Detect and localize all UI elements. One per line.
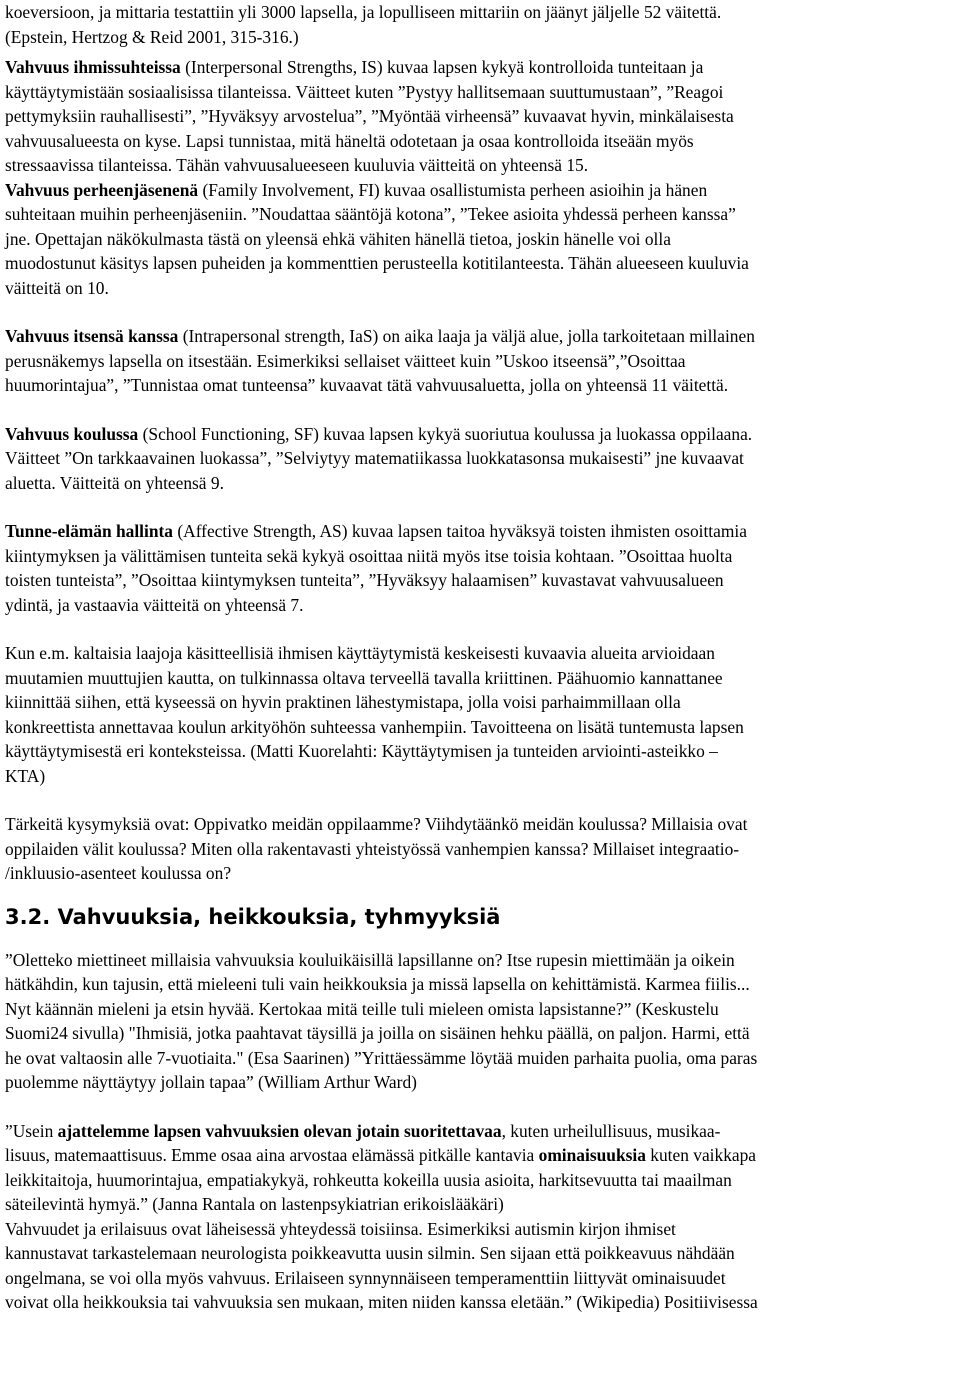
- paragraph-strengths-difference: Vahvuudet ja erilaisuus ovat läheisessä yhteydessä toisiinsa. Esimerkiksi autismin kirjon ihmiset kannustavat tarkastelemaan neurologista poikkeavutta uusin silmin. Sen sijaan että poikkeavuus nähdään ongelmana, se voi olla myös vahvuus. Erilaiseen synnynnäiseen temperamenttiin liittyvät ominaisuudet voivat olla heikkouksia tai vahvuuksia sen mukaan, miten niiden kanssa eletään.” (Wikipedia) Positiivisessa: [5, 1218, 758, 1312]
- paragraph-affective-strength: [5, 519, 960, 617]
- quote-open: ”Usein: [5, 1120, 58, 1141]
- quote-end: kuten vaikkapa leikkitaitoja, huumorintajua, empatiakykyä, rohkeutta kokeilla uusia asioita, harkitsevuutta tai maailman säteilevintä hymyä.” (Janna Rantala on lastenpsykiatrian erikoislääkäri): [5, 1145, 757, 1214]
- term-affective-strength: Tunne-elämän hallinta: [5, 521, 173, 541]
- paragraph-intro: koeversioon, ja mittaria testattiin yli 3000 lapsella, ja lopulliseen mittariin on jäänyt jäljelle 52 väitettä. (Epstein, Hertzog & Reid 2001, 315-316.): [5, 2, 722, 47]
- paragraph-family-involvement-body: (Family Involvement, FI) kuvaa osallistumista perheen asioihin ja hänen suhteitaan muihin perheenjäseniin. ”Noudattaa sääntöjä kotona”, ”Tekee asioita yhdessä perheen kanssa” jne. Opettajan näkökulmasta tästä on yleensä ehkä vähiten hänellä tietoa, joskin hänelle voi olla muodostunut käsitys lapsen puheiden ja kommenttien perusteella kotitilanteesta. Tähän alueeseen kuuluvia väitteitä on 10.: [5, 179, 749, 298]
- paragraph-intrapersonal-strength-body: (Intrapersonal strength, IaS) on aika laaja ja väljä alue, jolla tarkoitetaan millainen perusnäkemys lapsella on itsestään. Esimerkiksi sellaiset väitteet kuin ”Uskoo itseensä”,”Osoittaa huumorintajua”, ”Tunnistaa omat tunteensa” kuvaavat tätä vahvuusaluetta, jolla on yhteensä 11 väitettä.: [5, 326, 755, 395]
- paragraph-intrapersonal-strength: [5, 324, 960, 398]
- section-heading: 3.2. Vahvuuksia, heikkouksia, tyhmyyksiä: [5, 904, 501, 929]
- paragraph-interpersonal-strengths-body: (Interpersonal Strengths, IS) kuvaa lapsen kykyä kontrolloida tunteitaan ja käyttäytymistään sosiaalisissa tilanteissa. Väitteet kuten ”Pystyy hallitsemaan suuttumustaan”, ”Reagoi pettymyksiin rauhallisesti”, ”Hyväksyy arvostelua”, ”Myöntää virheensä” kuvaavat hyvin, minkälaisesta vahvuusalueesta on kyse. Lapsi tunnistaa, mitä häneltä odotetaan ja osaa kontrolloida itseään myös stressaavissa tilanteissa. Tähän vahvuusalueeseen kuuluvia väitteitä on yhteensä 15.: [5, 57, 734, 175]
- document-page: [5, 0, 960, 1315]
- paragraph-quotes: ”Oletteko miettineet millaisia vahvuuksia kouluikäisillä lapsillanne on? Itse rupesin miettimään ja oikein hätkähdin, kun tajusin, että mieleeni tuli vain heikkouksia ja missä lapsella on kehittämistä. Karmea fiilis... Nyt käännän mieleni ja etsin hyvää. Kertokaa mitä teille tuli mieleen omista lapsistanne?” (Keskustelu Suomi24 sivulla) "Ihmisiä, jotka paahtavat täysillä ja joilla on sisäinen hehku päällä, on paljon. Harmi, että he ovat valtaosin alle 7-vuotiaita." (Esa Saarinen) ”Yrittäessämme löytää muiden parhaita puolia, oma paras puolemme näyttäytyy jollain tapaa” (William Arthur Ward): [5, 949, 758, 1092]
- term-family-involvement: Vahvuus perheenjäsenenä: [5, 179, 199, 200]
- paragraph-affective-strength-body: (Affective Strength, AS) kuvaa lapsen taitoa hyväksyä toisten ihmisten osoittamia kiintymyksen ja välittämisen tunteita sekä kykyä osoittaa niitä myös itse toisia kohtaan. ”Osoittaa huolta toisten tunteista”, ”Osoittaa kiintymyksen tunteita”, ”Hyväksyy halaamisen” kuvastavat vahvuusalueen ydintä, ja vastaavia väitteitä on yhteensä 7.: [5, 521, 747, 615]
- paragraph-interpersonal-strengths: [5, 55, 960, 178]
- paragraph-school-functioning-body: (School Functioning, SF) kuvaa lapsen kykyä suoriutua koulussa ja luokassa oppilaana. Väitteet ”On tarkkaavainen luokassa”, ”Selviytyy matematiikassa luokkatasonsa mukaisesti” jne kuvaavat aluetta. Väitteitä on yhteensä 9.: [5, 423, 753, 493]
- term-school-functioning: Vahvuus koulussa: [5, 423, 139, 444]
- paragraph-rantala-quote: [5, 1119, 960, 1217]
- paragraph-family-involvement: [5, 178, 960, 301]
- paragraph-school-functioning: [5, 422, 960, 496]
- emphasis-qualities: ominaisuuksia: [538, 1145, 646, 1165]
- quote-middle: , kuten urheilullisuus, musikaa- lisuus, matemaattisuus. Emme osaa aina arvostaa elämässä pitkälle kantavia: [5, 1120, 721, 1165]
- paragraph-interpretation: Kun e.m. kaltaisia laajoja käsitteellisiä ihmisen käyttäytymistä keskeisesti kuvaavia alueita arvioidaan muutamien muuttujien kautta, on tulkinnassa oltava terveellä tavalla kriittinen. Päähuomio kannattanee kiinnittää siihen, että kyseessä on hyvin praktinen lähestymistapa, jolla voisi parhaimmillaan olla konkreettista annettavaa koulun arkityöhön suhteessa vanhempiin. Tavoitteena on lisätä tuntemusta lapsen käyttäytymisestä eri konteksteissa. (Matti Kuorelahti: Käyttäytymisen ja tunteiden arviointi-asteikko – KTA): [5, 643, 744, 786]
- paragraph-key-questions: Tärkeitä kysymyksiä ovat: Oppivatko meidän oppilaamme? Viihdytäänkö meidän koulussa? Millaisia ovat oppilaiden välit koulussa? Miten olla rakentavasti yhteistyössä vanhempien kanssa? Millaiset integraatio- /inkluusio-asenteet koulussa on?: [5, 814, 748, 883]
- emphasis-performance: ajattelemme lapsen vahvuuksien olevan jotain suoritettavaa: [57, 1120, 502, 1141]
- term-interpersonal-strengths: Vahvuus ihmissuhteissa: [5, 57, 181, 77]
- term-intrapersonal-strength: Vahvuus itsensä kanssa: [5, 326, 179, 346]
